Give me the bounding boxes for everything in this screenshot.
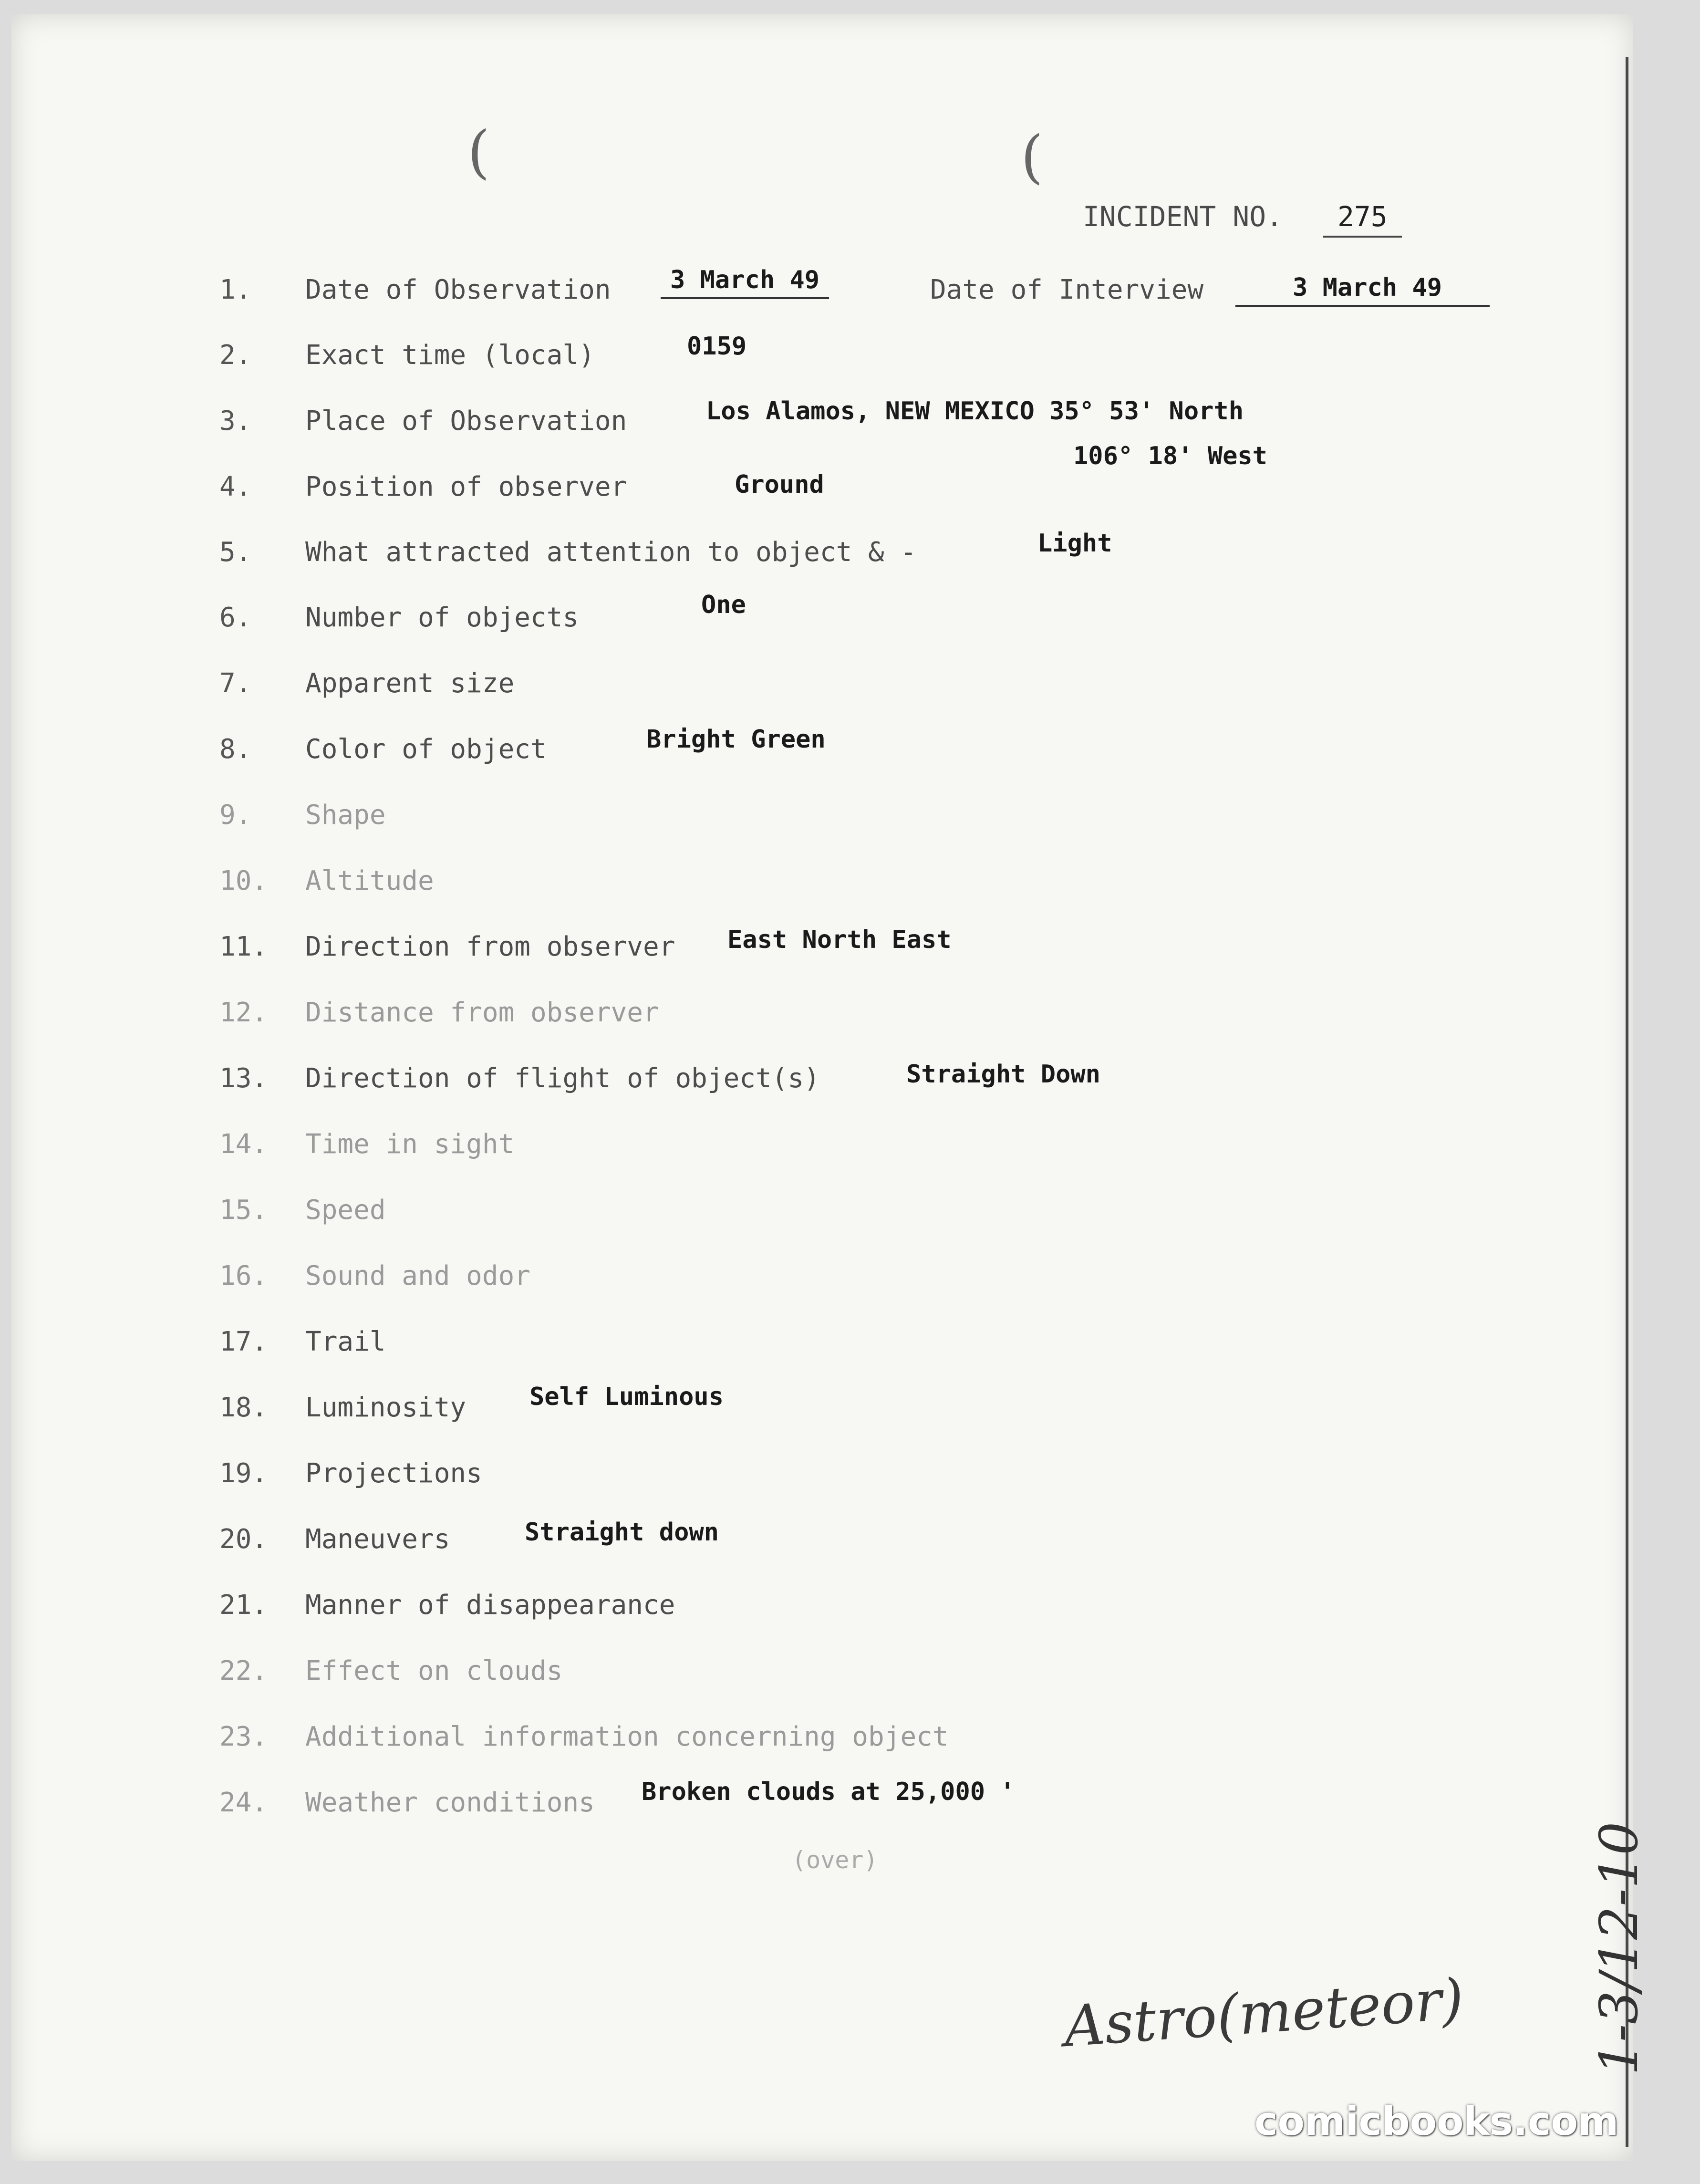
item-number: 5. bbox=[219, 537, 252, 568]
handwritten-annotation: Astro(meteor) bbox=[1062, 1966, 1466, 2060]
item-number: 9. bbox=[219, 800, 252, 831]
value-direction-of-flight: Straight Down bbox=[906, 1060, 1100, 1089]
item-label-additional-information: Additional information concerning object bbox=[305, 1721, 949, 1752]
item-label-projections: Projections bbox=[305, 1458, 482, 1489]
item-label-exact-time: Exact time (local) bbox=[305, 340, 595, 371]
item-number: 23. bbox=[219, 1721, 268, 1752]
form-row-16 bbox=[0, 1260, 1622, 1299]
item-number: 2. bbox=[219, 340, 252, 371]
handwritten-side-note: 1-3/12-10 bbox=[1588, 1821, 1649, 2075]
item-label-apparent-size: Apparent size bbox=[305, 668, 515, 699]
form-row-6 bbox=[0, 591, 1622, 640]
item-number: 15. bbox=[219, 1195, 268, 1226]
over-note: (over) bbox=[792, 1846, 878, 1874]
punch-hole-mark: ( bbox=[467, 119, 490, 186]
form-row-19 bbox=[0, 1458, 1622, 1496]
form-row-17 bbox=[0, 1326, 1622, 1364]
form-row-14 bbox=[0, 1129, 1622, 1167]
form-row-24 bbox=[0, 1778, 1622, 1825]
item-label-place-of-observation: Place of Observation bbox=[305, 406, 627, 437]
value-date-of-observation: 3 March 49 bbox=[661, 266, 829, 299]
item-number: 14. bbox=[219, 1129, 268, 1160]
item-label-weather-conditions: Weather conditions bbox=[305, 1787, 595, 1818]
item-number: 18. bbox=[219, 1392, 268, 1423]
item-label-maneuvers: Maneuvers bbox=[305, 1524, 450, 1555]
item-label-sound-and-odor: Sound and odor bbox=[305, 1260, 531, 1291]
form-row-22 bbox=[0, 1655, 1622, 1694]
form-row-3 bbox=[0, 397, 1622, 470]
value-exact-time: 0159 bbox=[687, 332, 747, 361]
form-row-1 bbox=[0, 266, 1622, 312]
item-label-speed: Speed bbox=[305, 1195, 386, 1226]
item-number: 20. bbox=[219, 1524, 268, 1555]
value-weather-conditions: Broken clouds at 25,000 ' bbox=[642, 1778, 1015, 1806]
incident-number: 275 bbox=[1323, 200, 1402, 238]
item-number: 1. bbox=[219, 274, 252, 305]
form-row-13 bbox=[0, 1060, 1622, 1101]
value-luminosity: Self Luminous bbox=[529, 1383, 724, 1411]
item-label-number-of-objects: Number of objects bbox=[305, 602, 579, 633]
form-row-21 bbox=[0, 1590, 1622, 1628]
item-label-altitude: Altitude bbox=[305, 865, 434, 896]
item-label-direction-from-observer: Direction from observer bbox=[305, 931, 675, 962]
item-number: 16. bbox=[219, 1260, 268, 1291]
item-label-direction-of-flight: Direction of flight of object(s) bbox=[305, 1063, 820, 1094]
item-number: 7. bbox=[219, 668, 252, 699]
punch-hole-mark: ( bbox=[1021, 124, 1043, 190]
item-label-distance-from-observer: Distance from observer bbox=[305, 997, 659, 1028]
form-row-20 bbox=[0, 1518, 1622, 1562]
item-number: 13. bbox=[219, 1063, 268, 1094]
item-label-date-of-observation: Date of Observation bbox=[305, 274, 611, 305]
form-row-5 bbox=[0, 529, 1622, 575]
form-row-9 bbox=[0, 800, 1622, 838]
item-number: 24. bbox=[219, 1787, 268, 1818]
value-position-of-observer: Ground bbox=[735, 470, 824, 499]
form-row-2 bbox=[0, 332, 1622, 378]
form-row-18 bbox=[0, 1383, 1622, 1430]
item-number: 17. bbox=[219, 1326, 268, 1357]
item-label-date-of-interview: Date of Interview bbox=[930, 274, 1204, 305]
value-number-of-objects: One bbox=[701, 591, 746, 619]
item-number: 6. bbox=[219, 602, 252, 633]
item-number: 22. bbox=[219, 1655, 268, 1686]
item-label-trail: Trail bbox=[305, 1326, 386, 1357]
form-row-8 bbox=[0, 725, 1622, 772]
item-label-color-of-object: Color of object bbox=[305, 734, 547, 765]
item-number: 11. bbox=[219, 931, 268, 962]
item-number: 21. bbox=[219, 1590, 268, 1621]
value-direction-from-observer: East North East bbox=[727, 926, 952, 954]
value-color-of-object: Bright Green bbox=[646, 725, 826, 754]
incident-header bbox=[1083, 200, 1402, 238]
item-number: 10. bbox=[219, 865, 268, 896]
item-number: 4. bbox=[219, 471, 252, 502]
form-row-11 bbox=[0, 926, 1622, 969]
item-label-what-attracted-attention: What attracted attention to object & - bbox=[305, 537, 917, 568]
item-number: 3. bbox=[219, 406, 252, 437]
form-row-12 bbox=[0, 997, 1622, 1035]
form-row-23 bbox=[0, 1721, 1622, 1759]
watermark: comicbooks.com bbox=[1254, 2099, 1619, 2144]
item-label-shape: Shape bbox=[305, 800, 386, 831]
item-number: 19. bbox=[219, 1458, 268, 1489]
item-label-manner-of-disappearance: Manner of disappearance bbox=[305, 1590, 675, 1621]
value-maneuvers: Straight down bbox=[525, 1518, 719, 1547]
item-number: 12. bbox=[219, 997, 268, 1028]
value-place-of-observation-line2: 106° 18' West bbox=[1073, 442, 1267, 470]
item-label-effect-on-clouds: Effect on clouds bbox=[305, 1655, 563, 1686]
value-what-attracted-attention: Light bbox=[1037, 529, 1112, 558]
item-label-luminosity: Luminosity bbox=[305, 1392, 466, 1423]
value-place-of-observation: Los Alamos, NEW MEXICO 35° 53' North bbox=[706, 397, 1244, 426]
form-row-15 bbox=[0, 1195, 1622, 1233]
item-label-position-of-observer: Position of observer bbox=[305, 471, 627, 502]
form-row-4 bbox=[0, 471, 1622, 510]
value-date-of-interview: 3 March 49 bbox=[1235, 273, 1490, 307]
incident-label: INCIDENT NO. bbox=[1083, 200, 1283, 233]
form-row-10 bbox=[0, 865, 1622, 904]
item-number: 8. bbox=[219, 734, 252, 765]
item-label-time-in-sight: Time in sight bbox=[305, 1129, 515, 1160]
form-row-7 bbox=[0, 668, 1622, 706]
